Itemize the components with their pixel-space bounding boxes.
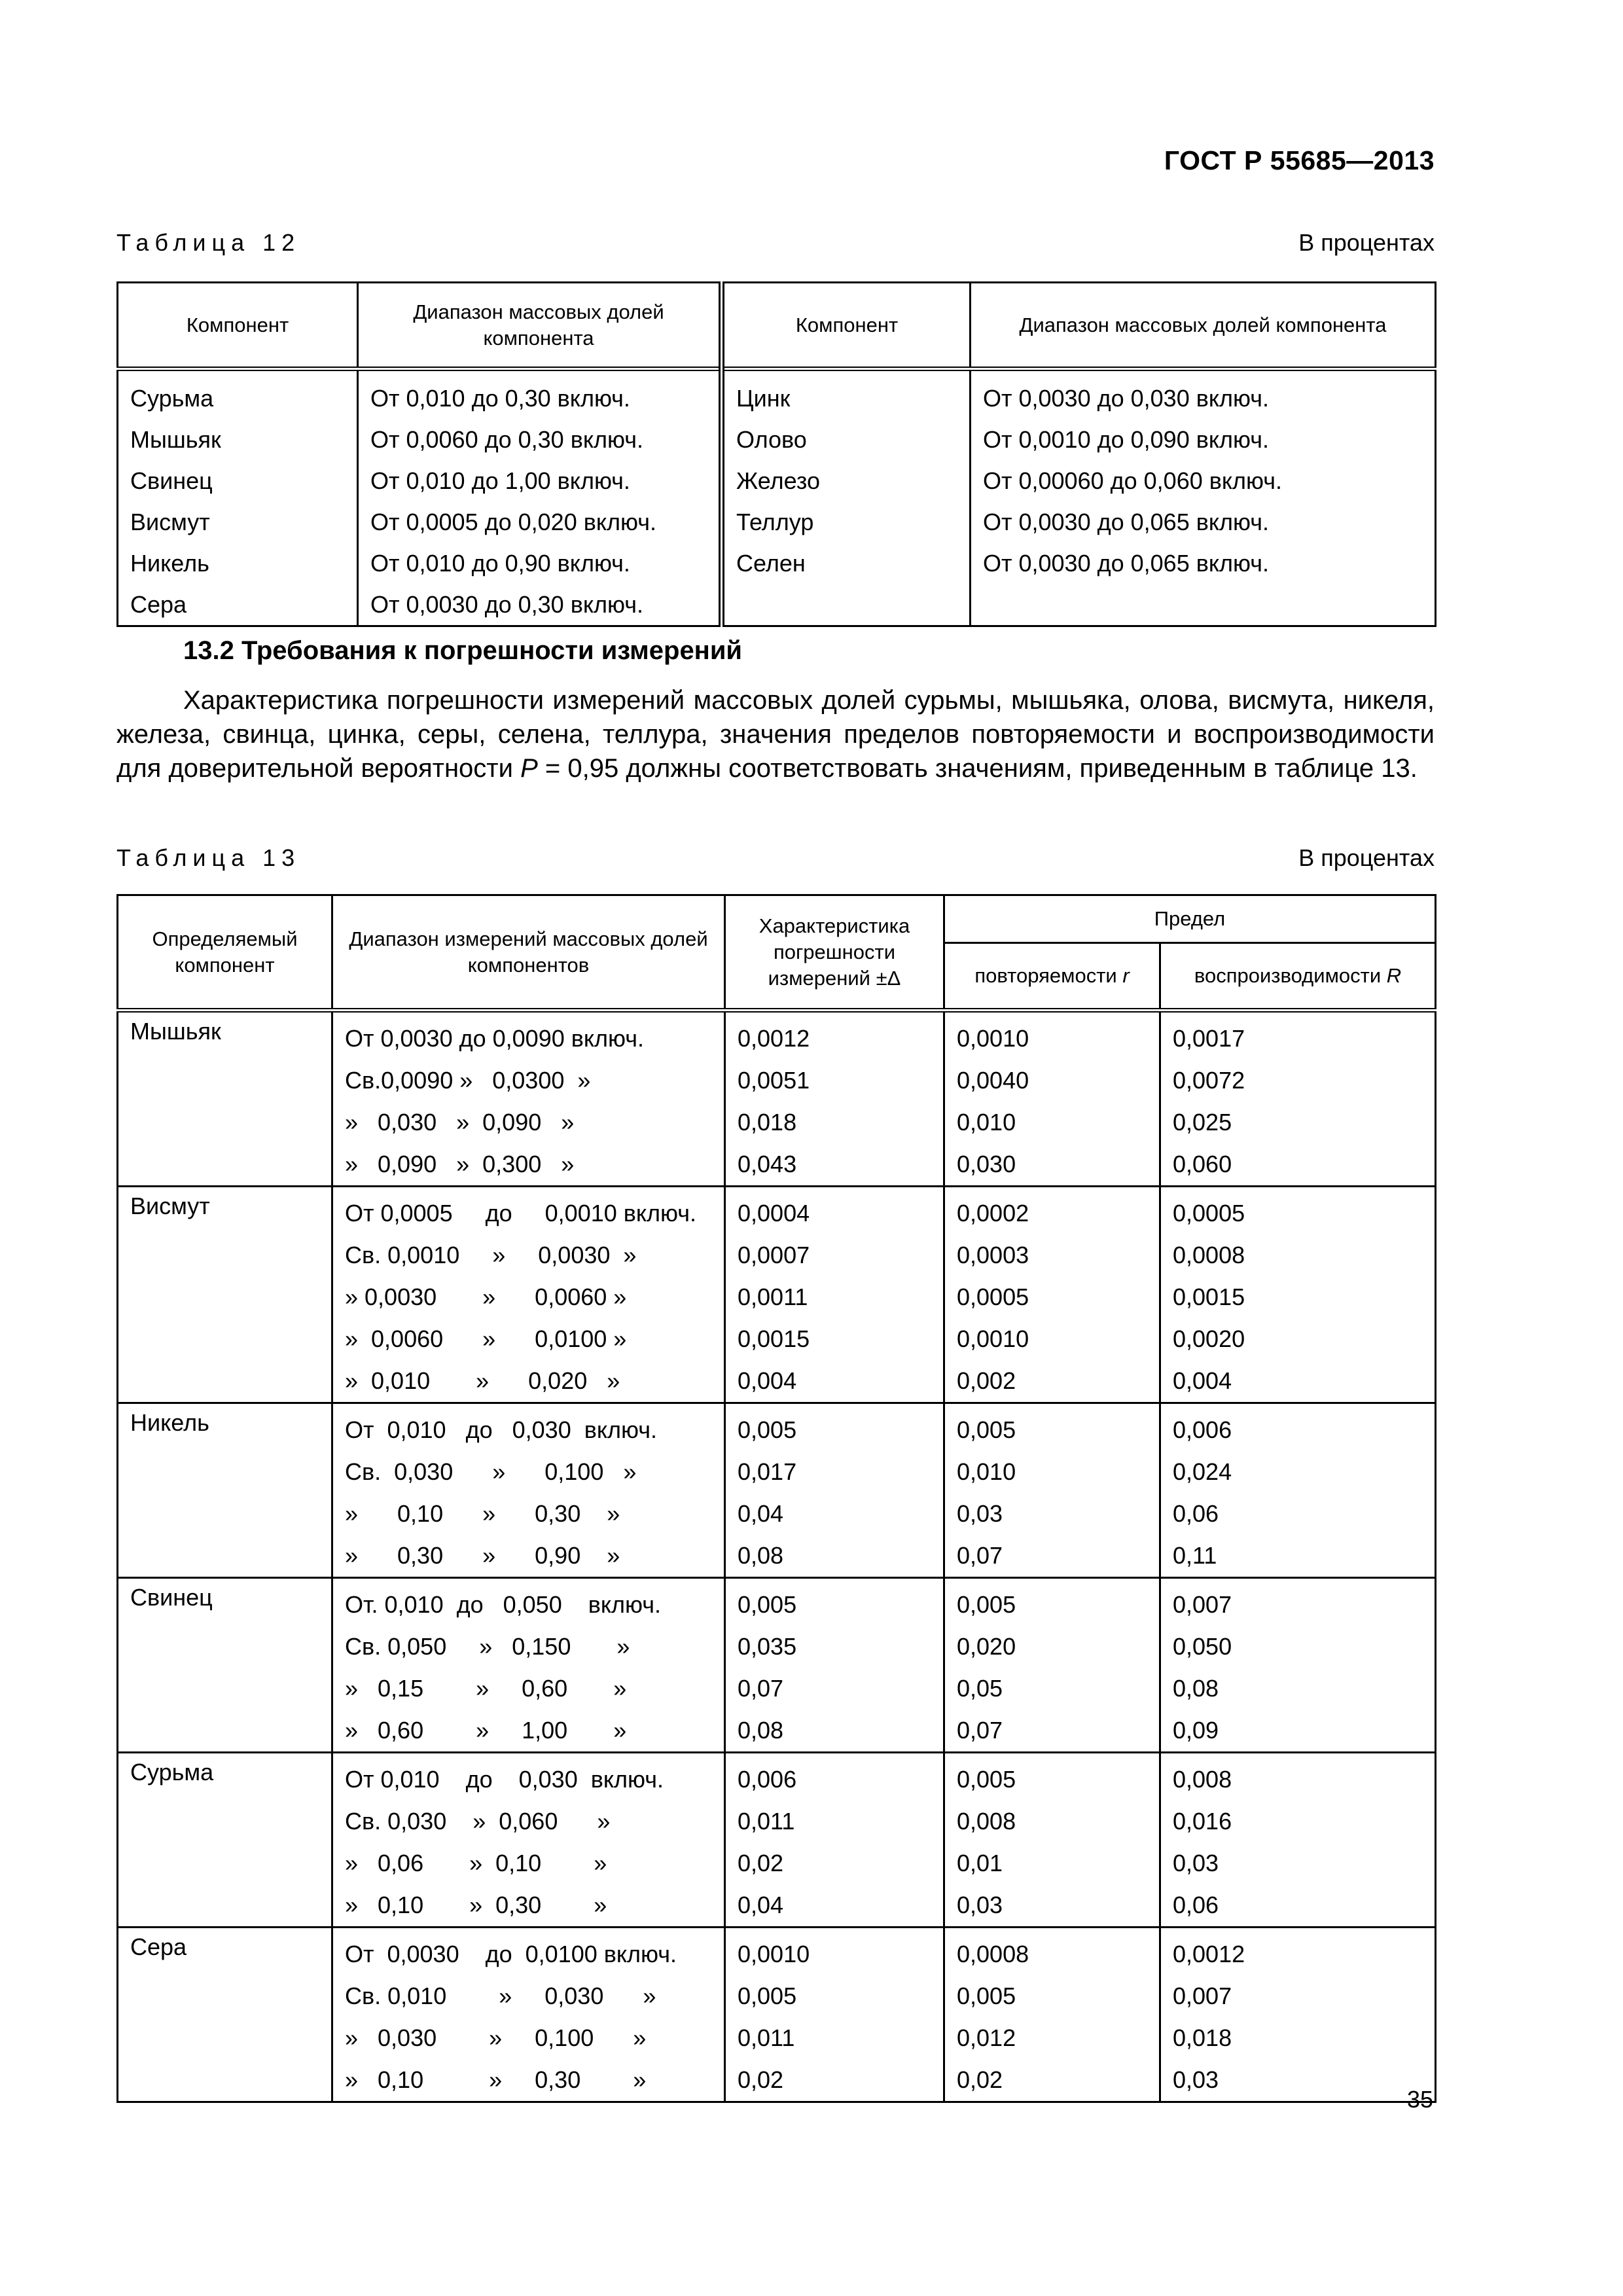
range-cell: Св. 0,030 » 0,060 » <box>332 1801 725 1842</box>
component-cell <box>722 584 971 626</box>
component-cell: Висмут <box>118 1187 332 1403</box>
reproducibility-cell: 0,0005 <box>1160 1187 1436 1235</box>
range-cell: » 0,090 » 0,300 » <box>332 1143 725 1187</box>
reproducibility-cell: 0,024 <box>1160 1451 1436 1493</box>
error-cell: 0,0007 <box>725 1234 944 1276</box>
range-cell <box>971 584 1436 626</box>
reproducibility-cell: 0,03 <box>1160 2059 1436 2102</box>
repeatability-cell: 0,0005 <box>944 1276 1160 1318</box>
range-cell: От 0,0030 до 0,0100 включ. <box>332 1928 725 1976</box>
page-number: 35 <box>1406 2086 1433 2113</box>
range-cell: От 0,0005 до 0,020 включ. <box>358 501 722 543</box>
table13-units: В процентах <box>1298 844 1435 871</box>
table13-header-reproducibility <box>1160 943 1436 1011</box>
repeatability-cell: 0,010 <box>944 1451 1160 1493</box>
repeatability-cell: 0,012 <box>944 2017 1160 2059</box>
error-cell: 0,005 <box>725 1403 944 1452</box>
reproducibility-cell: 0,08 <box>1160 1668 1436 1710</box>
repeatability-cell: 0,0040 <box>944 1060 1160 1102</box>
range-cell: От 0,010 до 0,030 включ. <box>332 1753 725 1801</box>
component-cell: Сурьма <box>118 369 358 420</box>
table-row <box>118 419 1436 460</box>
range-cell: » 0,030 » 0,090 » <box>332 1102 725 1143</box>
component-cell: Сера <box>118 584 358 626</box>
error-cell: 0,004 <box>725 1360 944 1403</box>
error-cell: 0,08 <box>725 1710 944 1753</box>
repeatability-cell: 0,020 <box>944 1626 1160 1668</box>
reproducibility-cell: 0,004 <box>1160 1360 1436 1403</box>
range-cell: » 0,030 » 0,100 » <box>332 2017 725 2059</box>
range-cell: » 0,0060 » 0,0100 » <box>332 1318 725 1360</box>
table13-header-reproducibility-text: воспроизводимости R <box>1194 964 1402 987</box>
reproducibility-cell: 0,008 <box>1160 1753 1436 1801</box>
reproducibility-cell: 0,06 <box>1160 1884 1436 1928</box>
table13-header-component: Определяемый компонент <box>118 895 332 1011</box>
table-row <box>118 1753 1436 1801</box>
range-cell: От 0,0005 до 0,0010 включ. <box>332 1187 725 1235</box>
error-cell: 0,005 <box>725 1578 944 1626</box>
range-cell: Св. 0,050 » 0,150 » <box>332 1626 725 1668</box>
range-cell: От 0,010 до 0,030 включ. <box>332 1403 725 1452</box>
error-cell: 0,011 <box>725 2017 944 2059</box>
repeatability-cell: 0,030 <box>944 1143 1160 1187</box>
error-cell: 0,035 <box>725 1626 944 1668</box>
section-heading: 13.2 Требования к погрешности измерений <box>183 636 743 665</box>
repeatability-cell: 0,01 <box>944 1842 1160 1884</box>
table13-header-limit: Предел <box>944 895 1436 943</box>
range-cell: » 0,10 » 0,30 » <box>332 1493 725 1535</box>
repeatability-cell: 0,005 <box>944 1753 1160 1801</box>
error-cell: 0,0051 <box>725 1060 944 1102</box>
error-cell: 0,043 <box>725 1143 944 1187</box>
error-cell: 0,0011 <box>725 1276 944 1318</box>
range-cell: Св.0,0090 » 0,0300 » <box>332 1060 725 1102</box>
error-cell: 0,04 <box>725 1493 944 1535</box>
table12-header-component-2: Компонент <box>722 283 971 369</box>
component-cell: Никель <box>118 1403 332 1578</box>
table-row <box>118 369 1436 420</box>
range-cell: От 0,0010 до 0,090 включ. <box>971 419 1436 460</box>
range-cell: Св. 0,010 » 0,030 » <box>332 1975 725 2017</box>
component-cell: Сурьма <box>118 1753 332 1928</box>
repeatability-cell: 0,005 <box>944 1578 1160 1626</box>
table13-header-error-text: Характеристика погрешности измерений ±Δ <box>758 914 910 990</box>
range-cell: » 0,15 » 0,60 » <box>332 1668 725 1710</box>
range-cell: » 0,010 » 0,020 » <box>332 1360 725 1403</box>
range-cell: От 0,00060 до 0,060 включ. <box>971 460 1436 501</box>
repeatability-cell: 0,02 <box>944 2059 1160 2102</box>
component-cell: Никель <box>118 543 358 584</box>
repeatability-cell: 0,002 <box>944 1360 1160 1403</box>
reproducibility-cell: 0,007 <box>1160 1975 1436 2017</box>
error-cell: 0,011 <box>725 1801 944 1842</box>
repeatability-cell: 0,010 <box>944 1102 1160 1143</box>
error-cell: 0,0010 <box>725 1928 944 1976</box>
reproducibility-cell: 0,0020 <box>1160 1318 1436 1360</box>
component-cell: Свинец <box>118 460 358 501</box>
reproducibility-cell: 0,0017 <box>1160 1011 1436 1060</box>
repeatability-cell: 0,0002 <box>944 1187 1160 1235</box>
reproducibility-cell: 0,006 <box>1160 1403 1436 1452</box>
table-row <box>118 501 1436 543</box>
reproducibility-cell: 0,0072 <box>1160 1060 1436 1102</box>
reproducibility-cell: 0,016 <box>1160 1801 1436 1842</box>
range-cell: От 0,0060 до 0,30 включ. <box>358 419 722 460</box>
reproducibility-cell: 0,0015 <box>1160 1276 1436 1318</box>
component-cell: Железо <box>722 460 971 501</box>
component-cell: Сера <box>118 1928 332 2102</box>
reproducibility-cell: 0,025 <box>1160 1102 1436 1143</box>
repeatability-cell: 0,008 <box>944 1801 1160 1842</box>
range-cell: От. 0,010 до 0,050 включ. <box>332 1578 725 1626</box>
table13-header-repeatability-text: повторяемости r <box>974 964 1130 987</box>
component-cell: Мышьяк <box>118 1011 332 1187</box>
component-cell: Цинк <box>722 369 971 420</box>
table-row <box>118 1403 1436 1452</box>
table-row <box>118 543 1436 584</box>
section-paragraph-text: Характеристика погрешности измерений массовых долей сурьмы, мышьяка, олова, висмута, никеля, железа, свинца, цинка, серы, селена, теллура, значения пределов повторяемости и воспроизводимости для доверительной вероятности P = 0,95 должны соответствовать значениям, приведенным в таблице 13. <box>116 686 1435 783</box>
range-cell: » 0,0030 » 0,0060 » <box>332 1276 725 1318</box>
error-cell: 0,018 <box>725 1102 944 1143</box>
table-row <box>118 1187 1436 1235</box>
reproducibility-cell: 0,007 <box>1160 1578 1436 1626</box>
error-cell: 0,0015 <box>725 1318 944 1360</box>
table-row <box>118 1578 1436 1626</box>
repeatability-cell: 0,0003 <box>944 1234 1160 1276</box>
repeatability-cell: 0,0010 <box>944 1011 1160 1060</box>
error-cell: 0,07 <box>725 1668 944 1710</box>
table-row <box>118 460 1436 501</box>
table12-header-range-2: Диапазон массовых долей компонента <box>971 283 1436 369</box>
reproducibility-cell: 0,0008 <box>1160 1234 1436 1276</box>
table13 <box>116 894 1436 2103</box>
range-cell: От 0,010 до 1,00 включ. <box>358 460 722 501</box>
error-cell: 0,04 <box>725 1884 944 1928</box>
error-cell: 0,006 <box>725 1753 944 1801</box>
section-paragraph <box>116 683 1435 785</box>
range-cell: Св. 0,030 » 0,100 » <box>332 1451 725 1493</box>
range-cell: От 0,0030 до 0,030 включ. <box>971 369 1436 420</box>
repeatability-cell: 0,005 <box>944 1975 1160 2017</box>
component-cell: Теллур <box>722 501 971 543</box>
table12-header-component-1: Компонент <box>118 283 358 369</box>
table12-header-range-1: Диапазон массовых долей компонента <box>358 283 722 369</box>
reproducibility-cell: 0,060 <box>1160 1143 1436 1187</box>
range-cell: » 0,60 » 1,00 » <box>332 1710 725 1753</box>
table12 <box>116 281 1436 627</box>
error-cell: 0,005 <box>725 1975 944 2017</box>
component-cell: Селен <box>722 543 971 584</box>
standard-number: ГОСТ Р 55685—2013 <box>1164 145 1435 175</box>
table-row <box>118 1928 1436 1976</box>
table13-header-range: Диапазон измерений массовых долей компонентов <box>332 895 725 1011</box>
repeatability-cell: 0,0010 <box>944 1318 1160 1360</box>
range-cell: От 0,010 до 0,30 включ. <box>358 369 722 420</box>
repeatability-cell: 0,07 <box>944 1535 1160 1578</box>
error-cell: 0,0004 <box>725 1187 944 1235</box>
component-cell: Висмут <box>118 501 358 543</box>
error-cell: 0,08 <box>725 1535 944 1578</box>
reproducibility-cell: 0,11 <box>1160 1535 1436 1578</box>
reproducibility-cell: 0,09 <box>1160 1710 1436 1753</box>
table13-header-error <box>725 895 944 1011</box>
error-cell: 0,02 <box>725 1842 944 1884</box>
range-cell: От 0,010 до 0,90 включ. <box>358 543 722 584</box>
error-cell: 0,017 <box>725 1451 944 1493</box>
reproducibility-cell: 0,06 <box>1160 1493 1436 1535</box>
range-cell: » 0,10 » 0,30 » <box>332 1884 725 1928</box>
table-row <box>118 1011 1436 1060</box>
range-cell: » 0,06 » 0,10 » <box>332 1842 725 1884</box>
table12-units: В процентах <box>1298 229 1435 256</box>
reproducibility-cell: 0,0012 <box>1160 1928 1436 1976</box>
table12-caption: Таблица 12 <box>116 229 301 256</box>
repeatability-cell: 0,03 <box>944 1493 1160 1535</box>
reproducibility-cell: 0,018 <box>1160 2017 1436 2059</box>
component-cell: Олово <box>722 419 971 460</box>
component-cell: Свинец <box>118 1578 332 1753</box>
range-cell: От 0,0030 до 0,30 включ. <box>358 584 722 626</box>
range-cell: От 0,0030 до 0,0090 включ. <box>332 1011 725 1060</box>
range-cell: От 0,0030 до 0,065 включ. <box>971 543 1436 584</box>
table-row <box>118 584 1436 626</box>
repeatability-cell: 0,0008 <box>944 1928 1160 1976</box>
error-cell: 0,02 <box>725 2059 944 2102</box>
reproducibility-cell: 0,050 <box>1160 1626 1436 1668</box>
repeatability-cell: 0,03 <box>944 1884 1160 1928</box>
range-cell: » 0,10 » 0,30 » <box>332 2059 725 2102</box>
component-cell: Мышьяк <box>118 419 358 460</box>
range-cell: » 0,30 » 0,90 » <box>332 1535 725 1578</box>
error-cell: 0,0012 <box>725 1011 944 1060</box>
reproducibility-cell: 0,03 <box>1160 1842 1436 1884</box>
range-cell: От 0,0030 до 0,065 включ. <box>971 501 1436 543</box>
table13-header-repeatability <box>944 943 1160 1011</box>
repeatability-cell: 0,05 <box>944 1668 1160 1710</box>
range-cell: Св. 0,0010 » 0,0030 » <box>332 1234 725 1276</box>
table13-caption: Таблица 13 <box>116 844 301 871</box>
repeatability-cell: 0,07 <box>944 1710 1160 1753</box>
repeatability-cell: 0,005 <box>944 1403 1160 1452</box>
